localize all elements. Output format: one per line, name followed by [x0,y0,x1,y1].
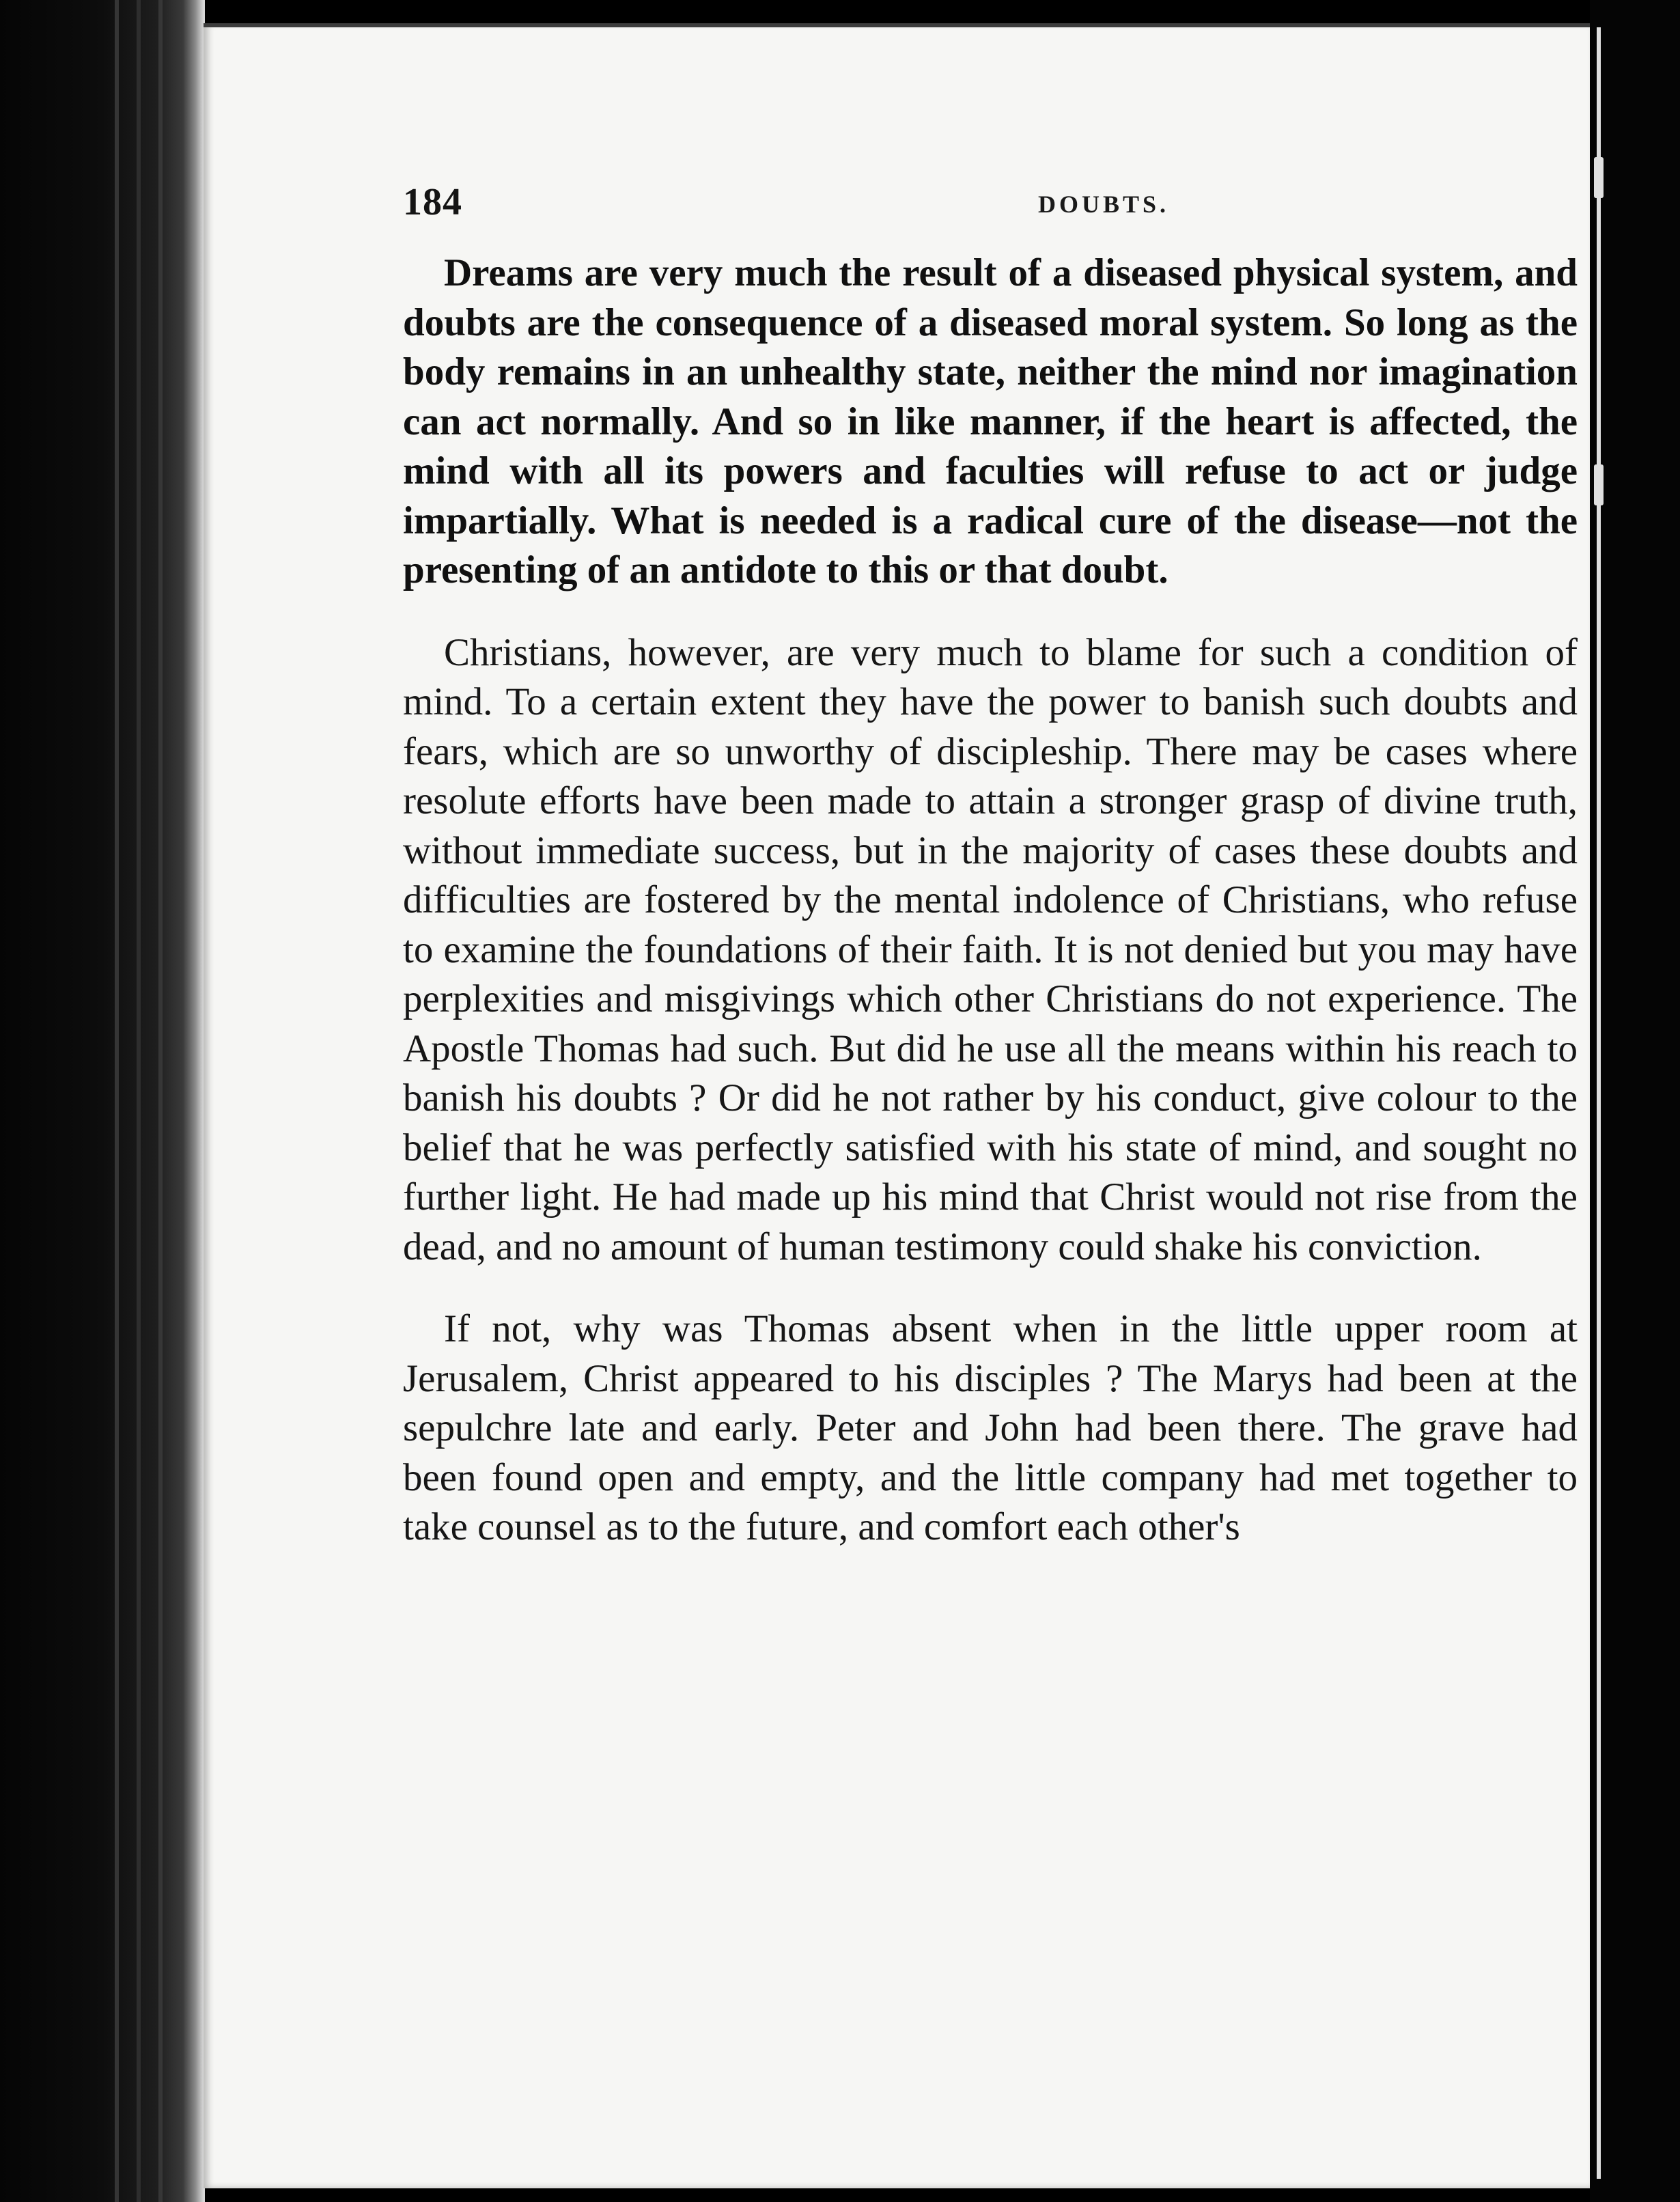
page-number: 184 [403,181,462,223]
page-top-edge [204,23,1590,27]
running-head: DOUBTS. [1038,191,1170,218]
page-edge-mark [1594,464,1604,505]
paragraph: Christians, however, are very much to blame for such a condition of mind. To a certain extent they have the power to banish such doubts and fears, which are so unworthy of discipleship. There may be cases where resolute efforts have been made to attain a stronger grasp of divine truth, without immediate success, but in the majority of cases these doubts and difficulties are fostered by the mental indolence of Christians, who refuse to examine the foundations of their faith. It is not denied but you may have perplexities and misgivings which other Christians do not experience. The Apostle Thomas had such. But did he use all the means within his reach to banish his doubts ? Or did he not rather by his conduct, give colour to the belief that he was perfectly satisfied with his state of mind, and sought no further light. He had made up his mind that Christ would not rise from the dead, and no amount of human testimony could shake his conviction. [403,630,1578,1268]
page-edge-stripe [158,0,163,2202]
page-edge-stripe [115,0,119,2202]
scan-left-margin [0,0,205,2202]
page-edge-mark [1594,157,1604,198]
book-page [204,23,1590,2188]
page-edge-stripe [137,0,141,2202]
page-body-text [403,249,1578,1585]
paragraph: Dreams are very much the result of a diseased physical system, and doubts are the consequence of a diseased moral system. So long as the body remains in an unhealthy state, neither the mind nor imagination can act normally. And so in like manner, if the heart is affected, the mind with all its powers and faculties will refuse to act or judge impartially. What is needed is a radical cure of the disease—not the presenting of an antidote to this or that doubt. [403,251,1578,591]
paragraph: If not, why was Thomas absent when in the little upper room at Jerusalem, Christ appeared to his disciples ? The Marys had been at the sepulchre late and early. Peter and John had been there. The grave had been found open and empty, and the little company had met together to take counsel as to the future, and comfort each other's [403,1307,1578,1548]
page-header [403,180,1578,228]
next-page-edge [1597,27,1601,2179]
scan-right-margin [1590,0,1680,2202]
